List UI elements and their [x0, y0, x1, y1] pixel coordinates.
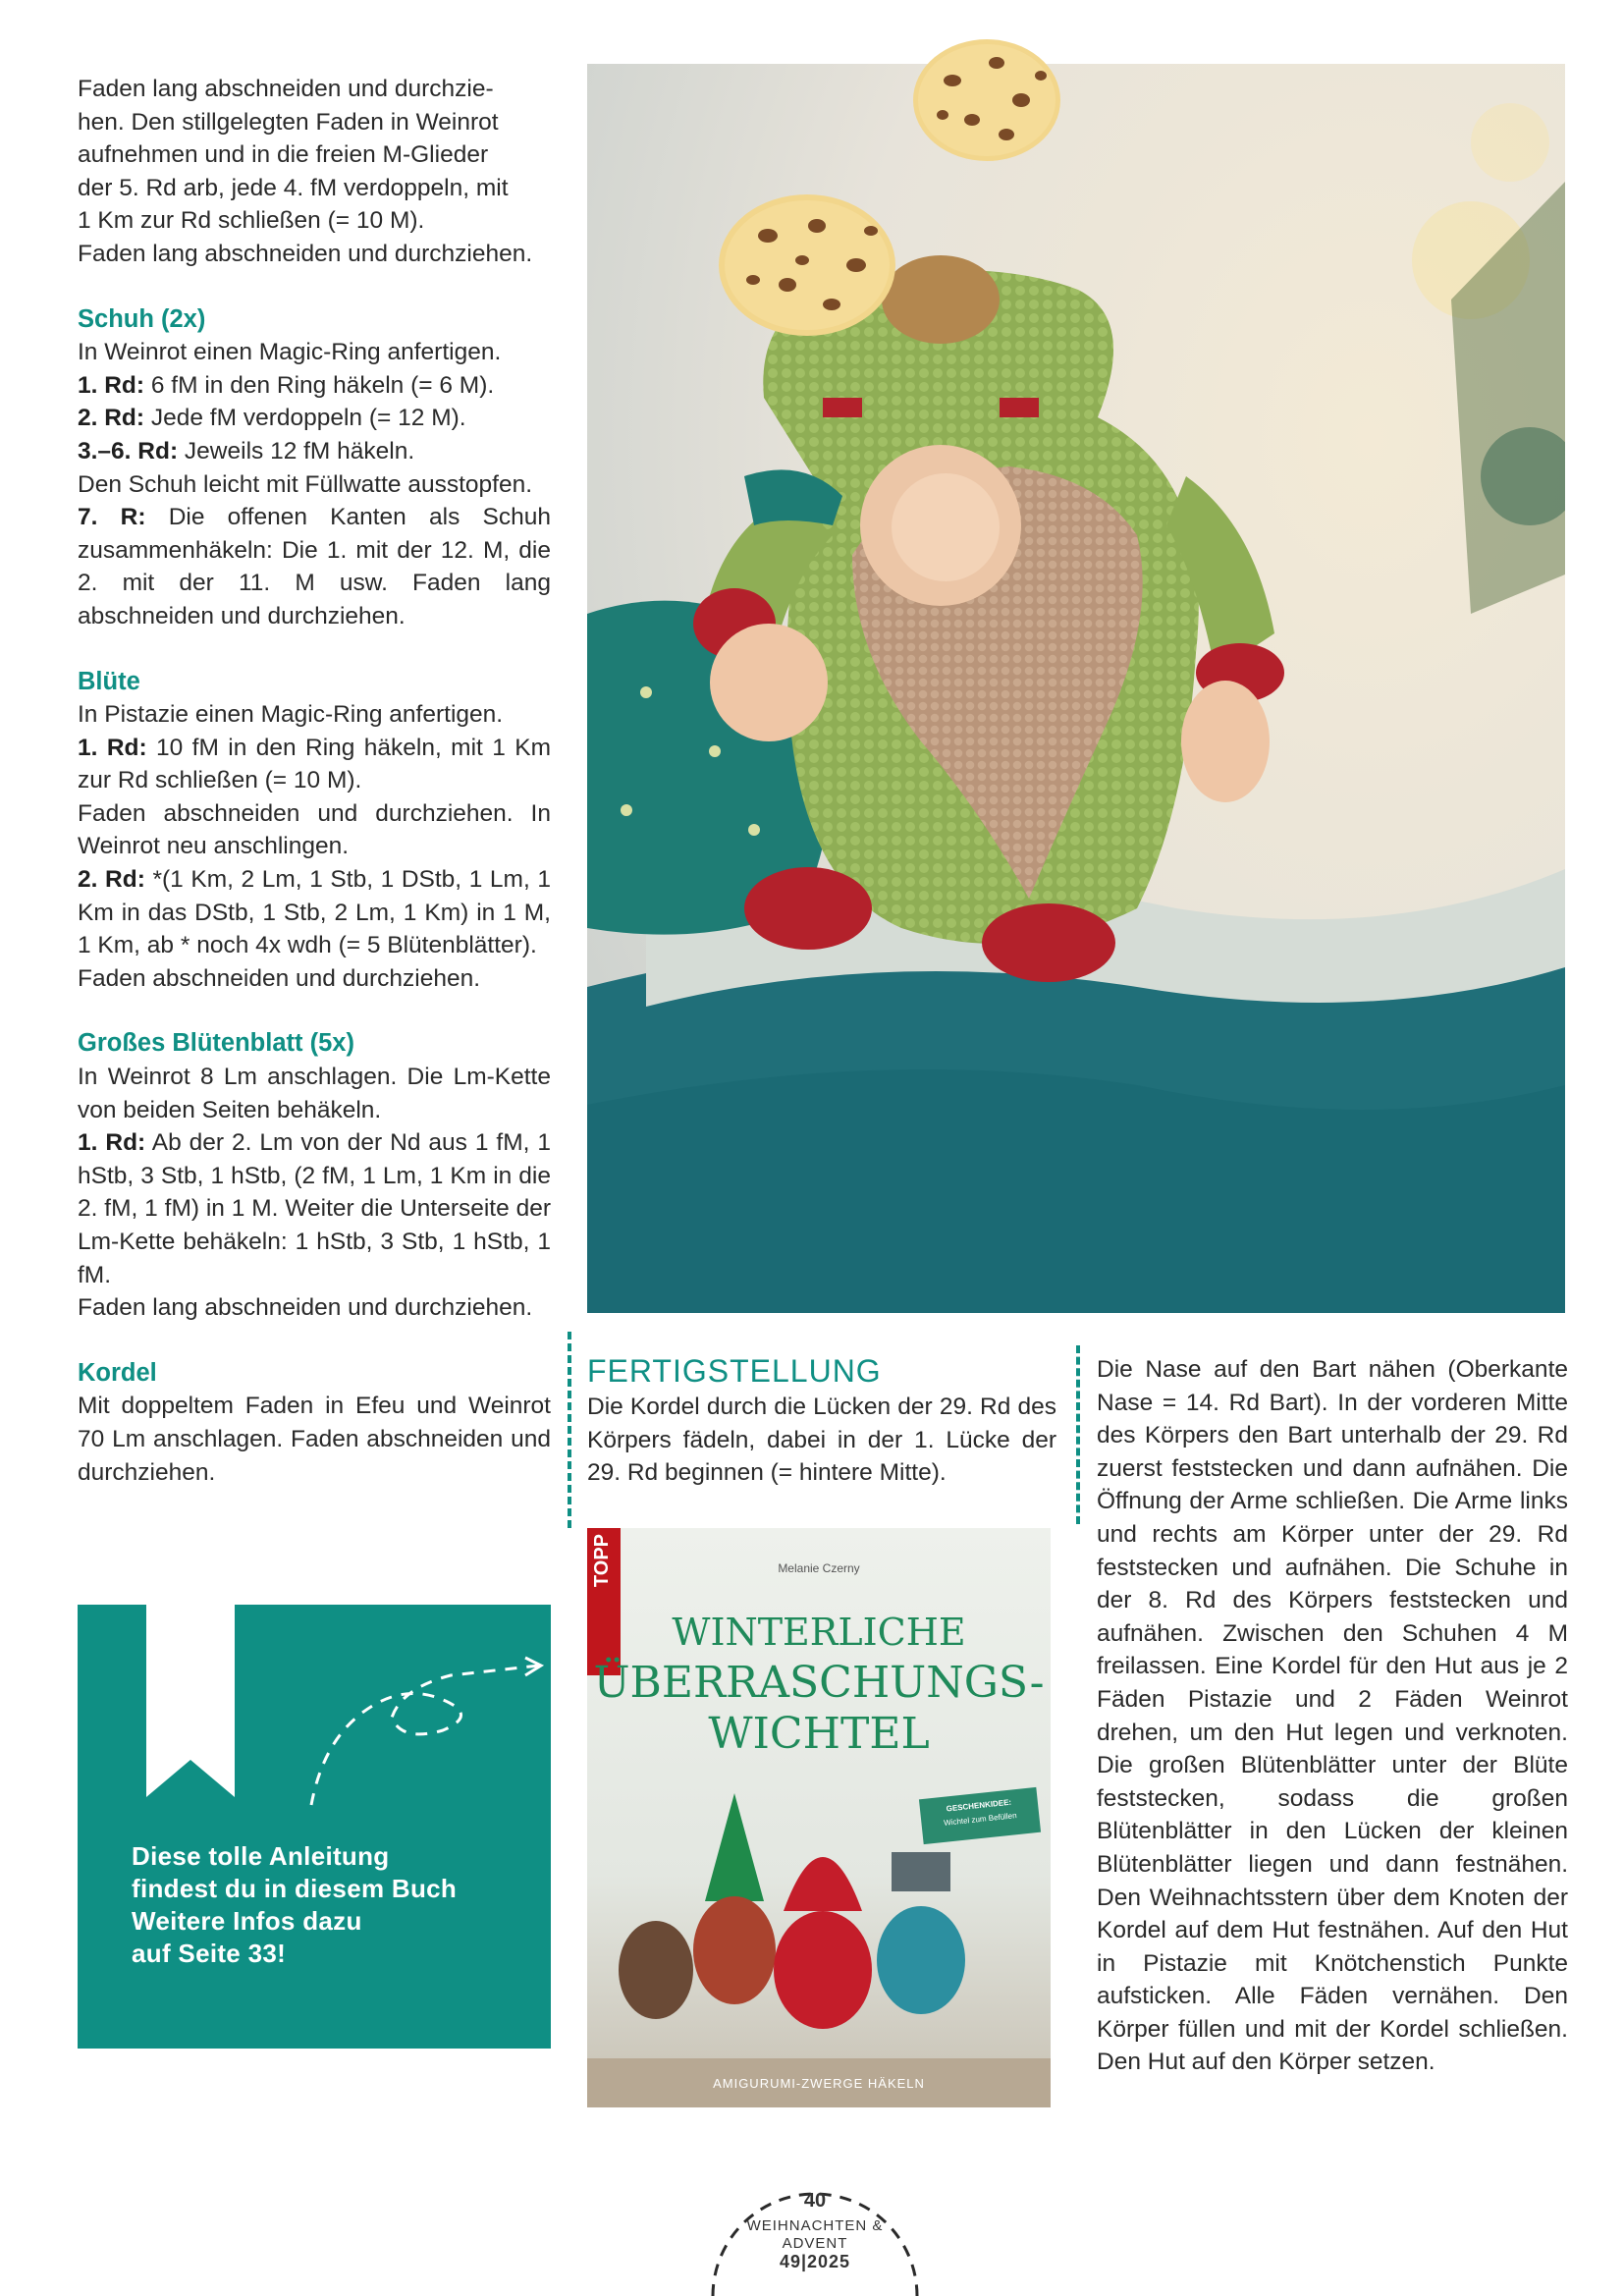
section-title: Kordel — [78, 1358, 157, 1387]
publisher-logo: TOPP — [591, 1534, 613, 1588]
instruction: Mit doppeltem Faden in Efeu und Weinrot 70 Lm anschlagen. Faden abschneiden und durchziehen. — [78, 1393, 551, 1486]
instruction: 1. Rd: 10 fM in den Ring häkeln, mit 1 Km zur Rd schließen (= 10 M). — [78, 734, 551, 794]
instruction: Die Nase auf den Bart nähen (Oberkante Nase = 14. Rd Bart). In der vorderen Mitte des Körpers den Bart unterhalb der 29. Rd zuerst feststecken und dann aufnähen. Die Öffnung der Arme schließen. Die Arme links und rechts am Körper unter der 29. Rd feststecken und aufnähen. Die Schuhe in der 8. Rd des Körpers feststecken und aufnähen. Zwischen den Schuhen 4 M freilassen. Eine Kordel für den Hut aus je 2 Fäden Pistazie und 2 Fäden Weinrot drehen, um den Hut legen und verknoten. Die großen Blütenblätter unter der Blüte feststecken, sodass die großen Blütenblätter in den Lücken der kleinen Blütenblätter liegen und dann festnähen. Den Weihnachtsstern über dem Knoten der Kordel auf dem Hut festnähen. Auf den Hut in Pistazie mit Knötchenstich Punkte aufsticken. Alle Fäden vernähen. Den Körper füllen und mit der Kordel schließen. Den Hut auf den Körper setzen. — [1097, 1356, 1568, 2076]
book-cover — [587, 1528, 1051, 2107]
section-title: FERTIGSTELLUNG — [587, 1353, 882, 1389]
magazine-name: WEIHNACHTEN & — [746, 2217, 884, 2234]
page-number: 40 — [803, 2190, 827, 2212]
instruction: 2. Rd: *(1 Km, 2 Lm, 1 Stb, 1 DStb, 1 Lm, 1 Km in das DStb, 1 Stb, 2 Lm, 1 Km) in 1 M, 1 Km, ab * noch 4x wdh (= 5 Blütenblätter). — [78, 866, 551, 959]
section-kordel — [78, 1357, 551, 1489]
promo-text: Diese tolle Anleitung findest du in diesem Buch Weitere Infos dazu auf Seite 33! — [132, 1841, 458, 1968]
column-divider — [568, 1332, 571, 1528]
intro-line: 1 Km zur Rd schließen (= 10 M). — [78, 207, 425, 235]
section-schuh — [78, 303, 551, 633]
book-title: WINTERLICHE ÜBERRASCHUNGS- WICHTEL — [593, 1611, 1045, 1759]
section-title: Schuh (2x) — [78, 304, 206, 333]
instruction: In Weinrot 8 Lm anschlagen. Die Lm-Kette von beiden Seiten behäkeln. — [78, 1064, 551, 1123]
book-subtitle: AMIGURUMI-ZWERGE HÄKELN — [713, 2076, 925, 2091]
intro-line: Faden lang abschneiden und durchzie- — [78, 76, 494, 102]
section-bluete — [78, 666, 551, 996]
magazine-name: ADVENT — [782, 2235, 848, 2252]
section-title: Blüte — [78, 667, 140, 695]
instruction: Faden lang abschneiden und durchziehen. — [78, 1294, 533, 1322]
instruction: Faden abschneiden und durchziehen. In Weinrot neu anschlingen. — [78, 799, 551, 860]
intro-line: der 5. Rd arb, jede 4. fM verdoppeln, mit — [78, 174, 509, 201]
issue-number: 49|2025 — [779, 2252, 851, 2271]
column-divider — [1076, 1345, 1080, 1524]
cookie-illustration — [709, 177, 905, 344]
left-column — [78, 73, 551, 1489]
intro-line: aufnehmen und in die freien M-Glieder — [78, 141, 489, 169]
book-badge: GESCHENKIDEE: Wichtel zum Befüllen — [919, 1787, 1041, 1844]
section-grosses-bluetenblatt — [78, 1027, 551, 1324]
fertigstellung-section — [587, 1353, 1056, 1490]
page-footer — [707, 2153, 923, 2296]
instruction: 7. R: Die offenen Kanten als Schuh zusammenhäkeln: Die 1. mit der 12. M, die 2. mit der 11. M usw. Faden lang abschneiden und durchziehen. — [78, 504, 552, 629]
instruction: Faden abschneiden und durchziehen. — [78, 964, 481, 992]
instruction: In Weinrot einen Magic-Ring anfertigen. — [78, 339, 502, 366]
instruction: 1. Rd: Ab der 2. Lm von der Nd aus 1 fM, 1 hStb, 3 Stb, 1 hStb, (2 fM, 1 Lm, 1 Km in die 2. fM, 1 fM) in 1 M. Weiter die Unterseite der Lm-Kette behäkeln: 1 hStb, 3 Stb, 1 hStb, 1 fM. — [78, 1129, 551, 1288]
book-promo-box — [78, 1605, 551, 2049]
cookie-illustration — [903, 22, 1070, 169]
instruction: 1. Rd: 6 fM in den Ring häkeln (= 6 M). — [78, 371, 495, 399]
book-author: Melanie Czerny — [778, 1561, 860, 1575]
intro-line: hen. Den stillgelegten Faden in Weinrot — [78, 108, 499, 136]
section-title: Großes Blütenblatt (5x) — [78, 1029, 354, 1058]
right-column — [1097, 1353, 1568, 2079]
instruction: In Pistazie einen Magic-Ring anfertigen. — [78, 701, 504, 729]
instruction: Die Kordel durch die Lücken der 29. Rd des Körpers fädeln, dabei in der 1. Lücke der 29. Rd beginnen (= hintere Mitte). — [587, 1394, 1056, 1487]
bookmark-icon — [78, 1605, 551, 1840]
instruction: 3.–6. Rd: Jeweils 12 fM häkeln. — [78, 437, 415, 465]
instruction: Den Schuh leicht mit Füllwatte ausstopfen. — [78, 470, 533, 498]
intro-line: Faden lang abschneiden und durchziehen. — [78, 240, 533, 267]
instruction: 2. Rd: Jede fM verdoppeln (= 12 M). — [78, 405, 466, 432]
